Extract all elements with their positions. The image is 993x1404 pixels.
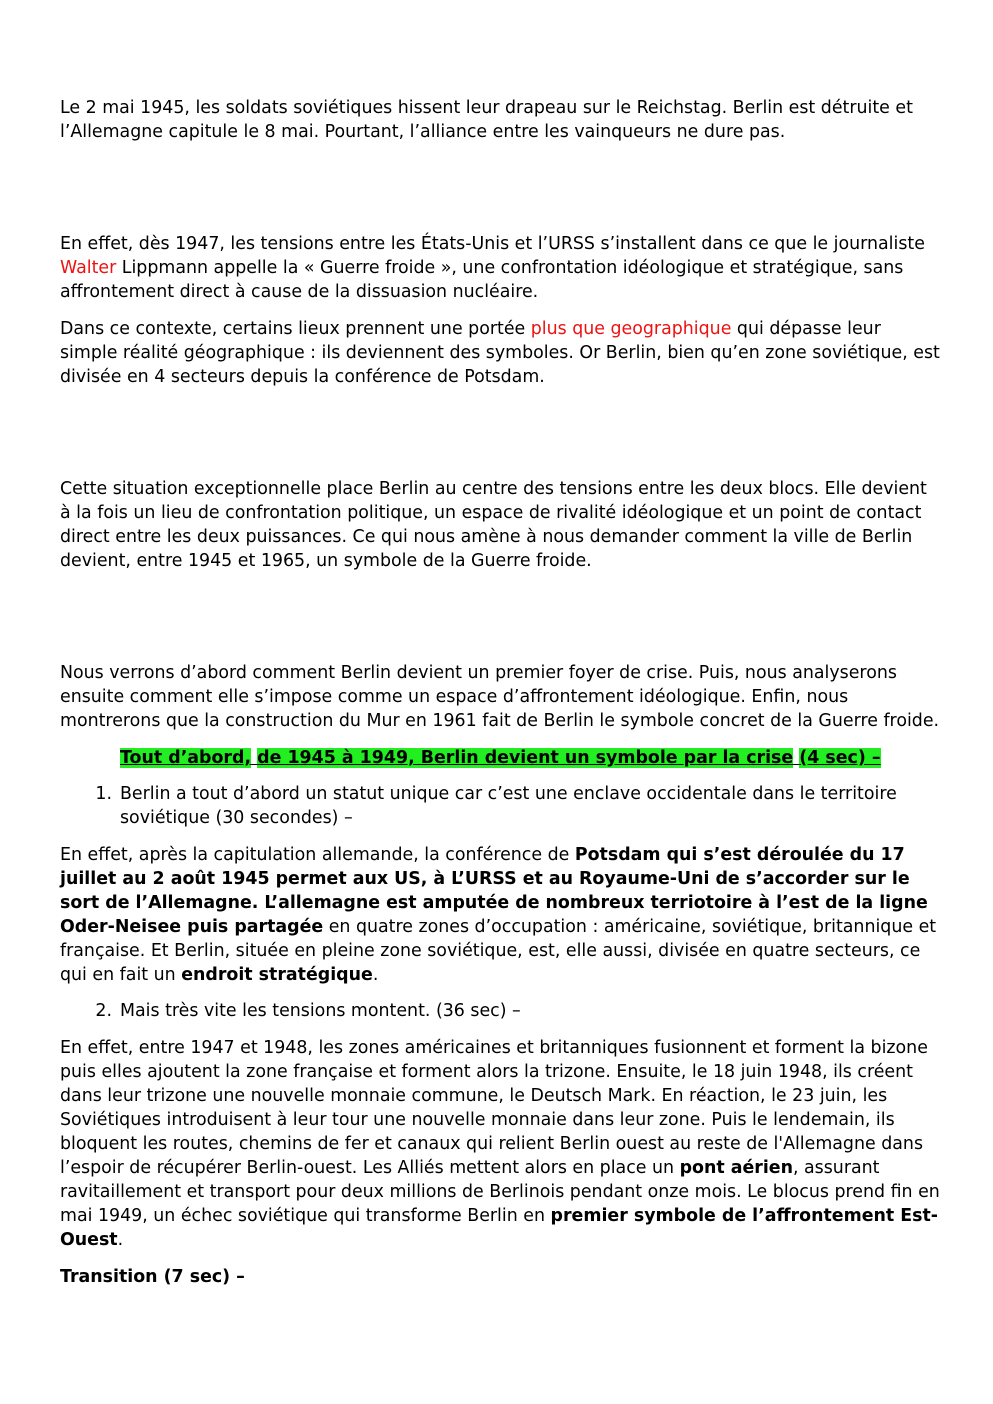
blockade-bold: pont aérien bbox=[679, 1158, 793, 1178]
list-number-1: 1. bbox=[95, 784, 112, 804]
blockade-text-a: En effet, entre 1947 et 1948, les zones américaines et britanniques fusionnent et forment la bizone puis elles ajoutent la zone française et forment alors la trizone. Ensuite, le 18 juin 1948, ils créent dans leur trizone une nouvelle monnaie commune, le Deutsch Mark. En réaction, le 23 juin, les Soviétiques introduisent à leur tour une nouvelle monnaie dans leur zone. Puis le lendemain, ils bloquent les routes, chemins de fer et canaux qui relient Berlin ouest au reste de l'Allemagne dans l’espoir de récupérer Berlin-ouest. Les Alliés mettent alors en place un bbox=[60, 1038, 928, 1178]
blockade-bold-2: premier symbole de l’affrontement Est-Ouest bbox=[60, 1206, 938, 1250]
document-page bbox=[60, 96, 940, 1289]
heading-highlight-a: Tout d’abord, bbox=[120, 748, 252, 768]
red-phrase-geographique: plus que geographique bbox=[530, 319, 732, 339]
intro-paragraph-2-text-b: Lippmann appelle la « Guerre froide », une confrontation idéologique et stratégique, sans affrontement direct à cause de la dissuasion nucléaire. bbox=[60, 258, 904, 302]
problematic-paragraph: Cette situation exceptionnelle place Berlin au centre des tensions entre les deux blocs. Elle devient à la fois un lieu de confrontation politique, un espace de rivalité idéologique et un point de contact direct entre les deux puissances. Ce qui nous amène à nous demander comment la ville de Berlin devient, entre 1945 et 1965, un symbole de la Guerre froide. bbox=[60, 479, 927, 571]
list-text-2: Mais très vite les tensions montent. (36 sec) – bbox=[120, 1001, 521, 1021]
potsdam-bold: Potsdam qui s’est déroulée du 17 juillet au 2 août 1945 permet aux US, à L’URSS et au Royaume-Uni de s’accorder sur le sort de l’Allemagne. L’allemagne est amputée de nombreux terriotoire à l’est de la ligne Oder-Neisee puis partagée bbox=[60, 845, 928, 937]
intro-paragraph-2 bbox=[60, 232, 940, 304]
intro-paragraph-3-text-a: Dans ce contexte, certains lieux prennent une portée bbox=[60, 319, 531, 339]
intro-paragraph-1: Le 2 mai 1945, les soldats soviétiques hissent leur drapeau sur le Reichstag. Berlin est détruite et l’Allemagne capitule le 8 mai. Pourtant, l’alliance entre les vainqueurs ne dure pas. bbox=[60, 98, 913, 142]
intro-paragraph-2-text-a: En effet, dès 1947, les tensions entre les États-Unis et l’URSS s’installent dans ce que le journaliste bbox=[60, 234, 925, 254]
red-word-walter: Walter bbox=[60, 258, 117, 278]
blockade-text-b: , assurant ravitaillement et transport pour deux millions de Berlinois pendant onze mois. Le blocus prend fin en mai 1949, un échec soviétique qui transforme Berlin en bbox=[60, 1158, 940, 1226]
potsdam-text-c: . bbox=[372, 965, 379, 985]
potsdam-bold-2: endroit stratégique bbox=[181, 965, 373, 985]
blockade-paragraph bbox=[60, 1036, 940, 1252]
list-text-1: Berlin a tout d’abord un statut unique car c’est une enclave occidentale dans le territoire soviétique (30 secondes) – bbox=[120, 784, 897, 828]
plan-paragraph: Nous verrons d’abord comment Berlin devient un premier foyer de crise. Puis, nous analyserons ensuite comment elle s’impose comme un espace d’affrontement idéologique. Enfin, nous montrerons que la construction du Mur en 1961 fait de Berlin le symbole concret de la Guerre froide. bbox=[60, 663, 940, 731]
transition-label: Transition (7 sec) – bbox=[60, 1267, 245, 1287]
intro-paragraph-3 bbox=[60, 317, 940, 389]
intro-paragraph-3-text-b: qui dépasse leur simple réalité géographique : ils deviennent des symboles. Or Berlin, bien qu’en zone soviétique, est divisée en 4 secteurs depuis la conférence de Potsdam. bbox=[60, 319, 940, 387]
heading-highlight-c: (4 sec) – bbox=[799, 748, 881, 768]
list-item-1 bbox=[60, 782, 940, 830]
potsdam-text-b: en quatre zones d’occupation : américaine, soviétique, britannique et française. Et Berlin, située en pleine zone soviétique, est, elle aussi, divisée en quatre secteurs, ce qui en fait un bbox=[60, 917, 937, 985]
list-number-2: 2. bbox=[95, 1001, 112, 1021]
part1-heading bbox=[120, 746, 940, 770]
potsdam-paragraph bbox=[60, 843, 940, 987]
list-item-2 bbox=[60, 999, 940, 1023]
potsdam-text-a: En effet, après la capitulation allemande, la conférence de bbox=[60, 845, 575, 865]
blockade-text-c: . bbox=[117, 1230, 124, 1250]
heading-highlight-b: de 1945 à 1949, Berlin devient un symbole par la crise bbox=[257, 748, 794, 768]
